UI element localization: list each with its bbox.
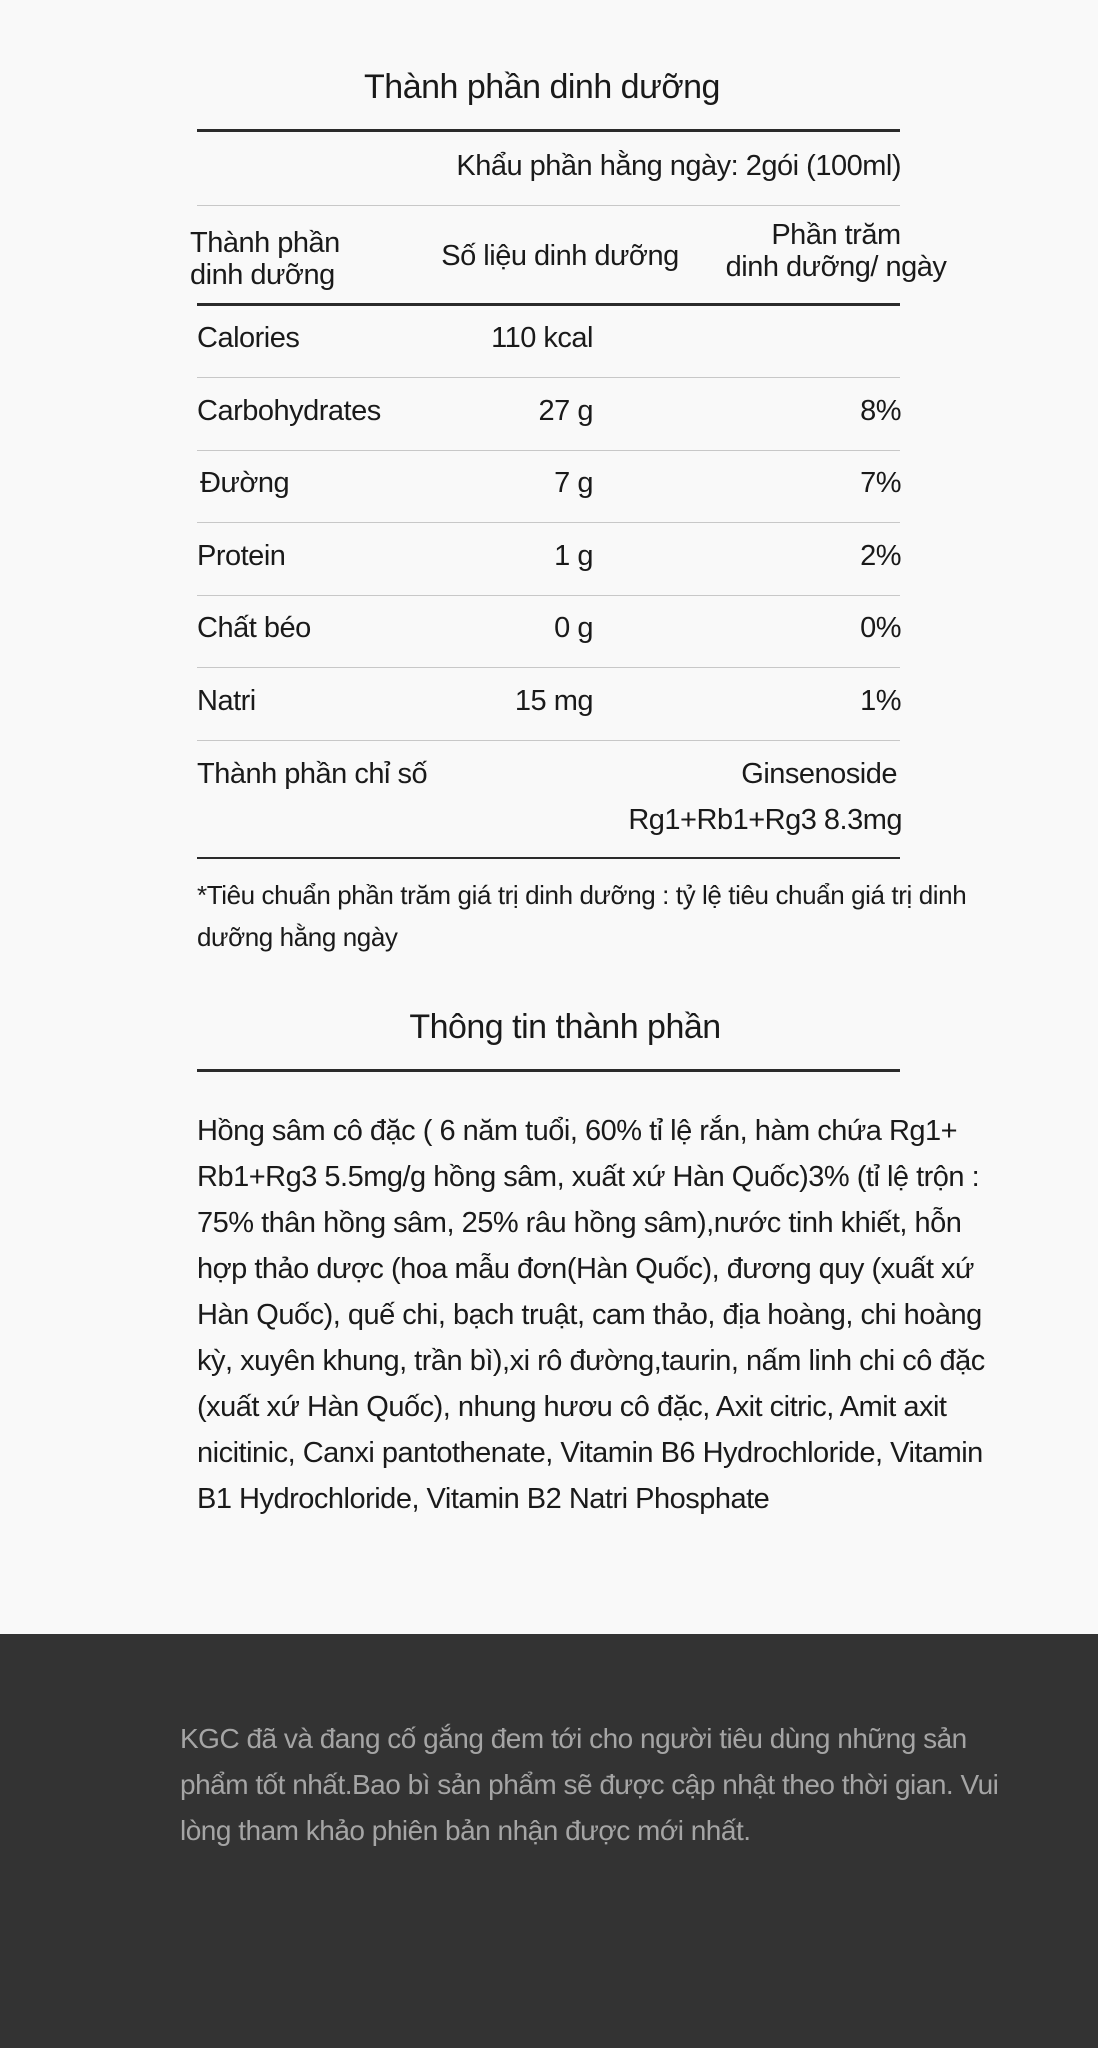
ingredients-title: Thông tin thành phần bbox=[409, 1008, 721, 1046]
row-name: Calories bbox=[197, 322, 300, 354]
row-name: Natri bbox=[197, 684, 256, 717]
row-divider bbox=[197, 377, 900, 378]
row-amount: 15 mg bbox=[514, 684, 593, 717]
table-bottom-divider bbox=[197, 857, 900, 859]
row-percent: 7% bbox=[860, 467, 901, 499]
footer bbox=[0, 1634, 1098, 2048]
row-divider bbox=[197, 450, 900, 451]
row-percent: 2% bbox=[860, 539, 901, 572]
row-amount: 7 g bbox=[554, 467, 593, 499]
row-divider bbox=[197, 522, 900, 523]
row-divider bbox=[197, 740, 900, 741]
row-percent: 1% bbox=[860, 684, 901, 717]
header-percent: Phần trăm dinh dưỡng/ ngày bbox=[725, 219, 947, 283]
row-name: Protein bbox=[197, 539, 286, 572]
index-row-value-line2: Rg1+Rb1+Rg3 8.3mg bbox=[628, 804, 902, 836]
row-name: Chất béo bbox=[197, 612, 311, 644]
serving-size: Khẩu phần hằng ngày: 2gói (100ml) bbox=[456, 150, 901, 182]
nutrition-title: Thành phần dinh dưỡng bbox=[364, 68, 720, 106]
index-row-value-line1: Ginsenoside bbox=[741, 758, 897, 790]
footer-notice: KGC đã và đang cố gắng đem tới cho người tiêu dùng những sản phẩm tốt nhất.Bao bì sản phẩm sẽ được cập nhật theo thời gian. Vui lòng tham khảo phiên bản nhận được mới nhất. bbox=[180, 1723, 999, 1846]
header-component: Thành phần dinh dưỡng bbox=[190, 227, 340, 291]
row-amount: 27 g bbox=[538, 394, 593, 427]
row-amount: 1 g bbox=[554, 539, 593, 572]
row-divider bbox=[197, 667, 900, 668]
index-row-name: Thành phần chỉ số bbox=[197, 758, 428, 790]
header-divider bbox=[197, 303, 900, 306]
nutrition-title-divider bbox=[197, 129, 900, 132]
row-amount: 0 g bbox=[554, 612, 593, 644]
row-name: Đường bbox=[200, 467, 290, 499]
header-amount: Số liệu dinh dưỡng bbox=[441, 240, 679, 272]
row-percent: 0% bbox=[860, 612, 901, 644]
row-percent: 8% bbox=[860, 394, 901, 427]
ingredients-title-divider bbox=[197, 1069, 900, 1072]
row-amount: 110 kcal bbox=[491, 322, 593, 354]
footnote: *Tiêu chuẩn phần trăm giá trị dinh dưỡng : tỷ lệ tiêu chuẩn giá trị dinh dưỡng hằng ngày bbox=[197, 880, 967, 952]
ingredients-text: Hồng sâm cô đặc ( 6 năm tuổi, 60% tỉ lệ rắn, hàm chứa Rg1+ Rb1+Rg3 5.5mg/g hồng sâm, xuất xứ Hàn Quốc)3% (tỉ lệ trộn : 75% thân hồng sâm, 25% râu hồng sâm),nước tinh khiết, hỗn hợp thảo dược (hoa mẫu đơn(Hàn Quốc), đương quy (xuất xứ Hàn Quốc), quế chi, bạch truật, cam thảo, địa hoàng, chi hoàng kỳ, xuyên khung, trần bì),xi rô đường,taurin, nấm linh chi cô đặc (xuất xứ Hàn Quốc), nhung hươu cô đặc, Axit citric, Amit axit nicitinic, Canxi pantothenate, Vitamin B6 Hydrochloride, Vitamin B1 Hydrochloride, Vitamin B2 Natri Phosphate bbox=[197, 1115, 985, 1515]
row-divider bbox=[197, 595, 900, 596]
serving-divider bbox=[197, 205, 900, 206]
row-name: Carbohydrates bbox=[197, 394, 381, 427]
